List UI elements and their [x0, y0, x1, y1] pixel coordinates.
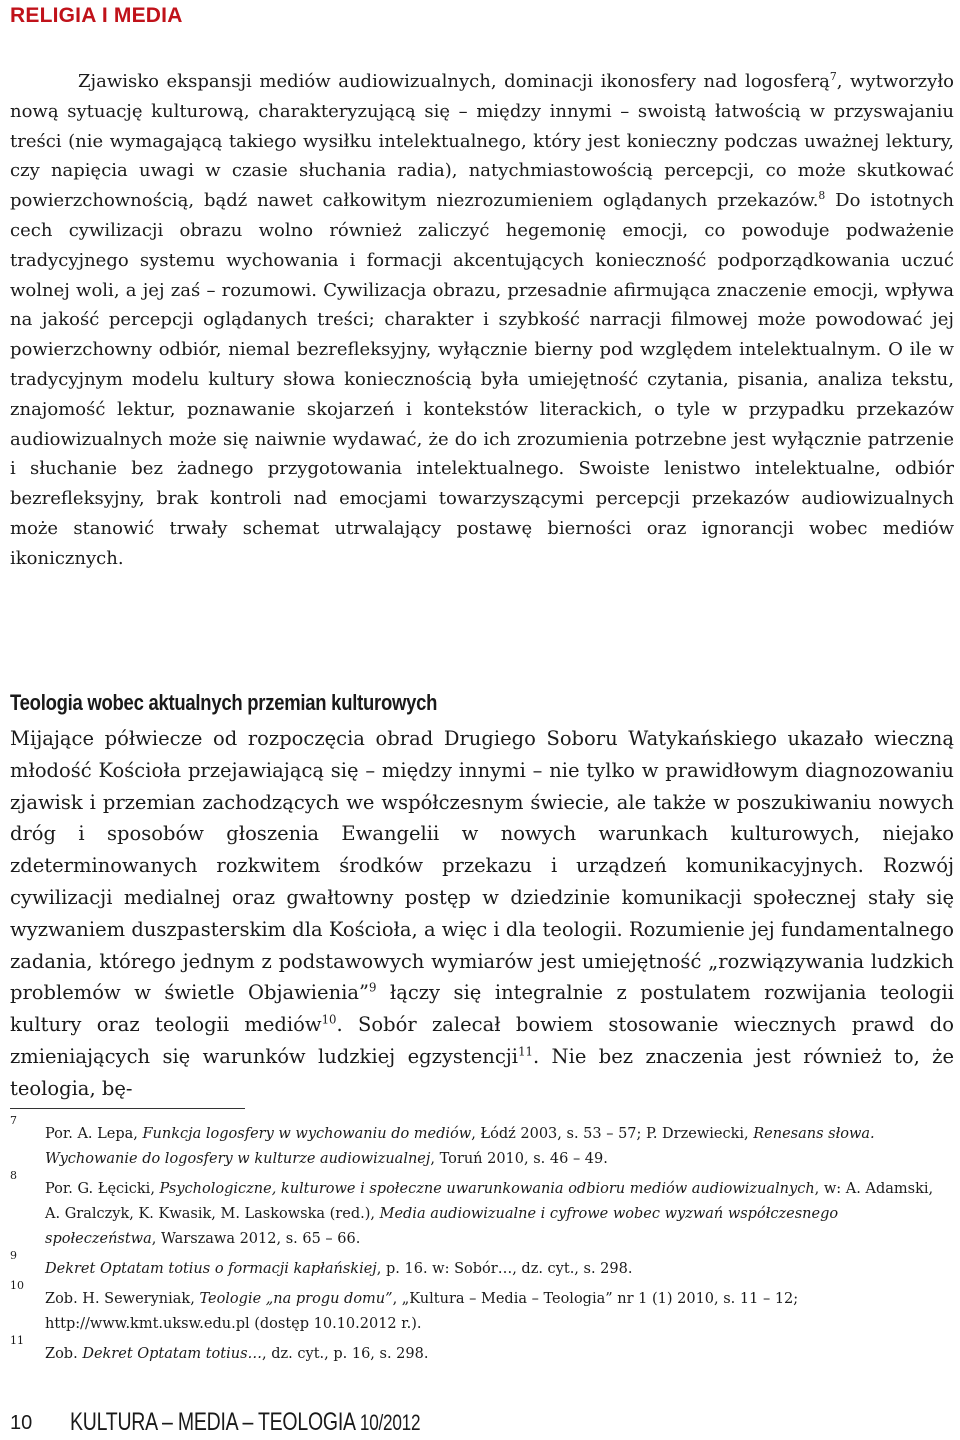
- footnote-11: [10, 1334, 940, 1367]
- footnote-number: 11: [10, 1334, 24, 1347]
- footnote-text: , Toruń 2010, s. 46 – 49.: [430, 1151, 608, 1167]
- footnote-8: [10, 1169, 940, 1252]
- footnote-text: , dz. cyt., p. 16, s. 298.: [262, 1346, 429, 1362]
- footnote-number: 9: [10, 1249, 17, 1262]
- footnote-title: Media audiowizualne i cyfrowe wobec wyzwań współczesnego społeczeństwa: [45, 1206, 839, 1247]
- footnote-text: , w: A. Adamski, A. Gralczyk, K. Kwasik, M. Laskowska (red.),: [45, 1181, 934, 1222]
- footnote-title: Dekret Optatam totius…: [82, 1346, 263, 1362]
- footnote-ref-11[interactable]: 11: [518, 1044, 533, 1059]
- footnote-ref-9[interactable]: 9: [368, 980, 377, 995]
- page-footer: [10, 1408, 950, 1440]
- footnote-text: , Warszawa 2012, s. 65 – 66.: [151, 1231, 361, 1247]
- text-run: Mijające półwiecze od rozpoczęcia obrad Drugiego Soboru Watykańskiego ukazało wieczną młodość Kościoła przejawiającą się – między innymi – nie tylko w prawidłowym diagnozowaniu zjawisk i przemian zachodzących we współczesnym świecie, ale także w poszukiwaniu nowych dróg i sposobów głoszenia Ewangelii w nowych warunkach kulturowych, niejako zdeterminowanych rozkwitem środków przekazu i urządzeń komunikacyjnych. Rozwój cywilizacji medialnej oraz gwałtowny postęp w dziedzinie komunikacji społecznej stały się wyzwaniem duszpasterskim dla Kościoła, a więc i dla teologii. Rozumienie jej fundamentalnego zadania, którego jednym z podstawowych wymiarów jest umiejętność „rozwiązywania ludzkich problemów w świetle Objawienia”: [10, 727, 954, 1005]
- footnote-divider: [10, 1108, 245, 1109]
- footnote-ref-8[interactable]: 8: [818, 189, 826, 203]
- body-paragraph-1: [10, 67, 954, 574]
- footnote-title: Dekret Optatam totius o formacji kapłańskiej: [45, 1261, 377, 1277]
- footnote-title: Renesans słowa. Wychowanie do logosfery w kulturze audiowizualnej: [45, 1126, 875, 1167]
- footnote-7: [10, 1114, 940, 1172]
- text-run: Zjawisko ekspansji mediów audiowizualnych, dominacji ikonosfery nad logosferą: [78, 71, 830, 92]
- footnote-9: [10, 1249, 940, 1282]
- footnote-number: 7: [10, 1114, 17, 1127]
- text-run: . Sobór zalecał bowiem stosowanie wiecznych prawd do zmieniających się warunków ludzkiej egzystencji: [10, 1013, 955, 1068]
- text-run: , wytworzyło nową sytuację kulturową, charakteryzującą się – między innymi – swoistą łatwością w przyswajaniu treści (nie wymagającą takiego wysiłku intelektualnego, który jest konieczny podczas uważnej lektury, czy napięcia uwagi w czasie słuchania radia), natychmiastowością percepcji, co może skutkować powierzchownością, bądź nawet całkowitym niezrozumieniem oglądanych przekazów.: [10, 71, 954, 212]
- journal-issue: 10/2012: [359, 1410, 421, 1435]
- journal-title: [70, 1408, 420, 1437]
- footnote-title: Teologie „na progu domu”: [199, 1291, 393, 1307]
- footnote-text: , p. 16. w: Sobór…, dz. cyt., s. 298.: [376, 1261, 633, 1277]
- footnote-ref-7[interactable]: 7: [829, 70, 837, 83]
- journal-name: KULTURA – MEDIA – TEOLOGIA: [70, 1408, 355, 1436]
- footnote-number: 8: [10, 1169, 17, 1182]
- footnotes-list: [10, 1114, 940, 1372]
- section-subheading: Teologia wobec aktualnych przemian kulturowych: [10, 690, 438, 715]
- footnote-text: , „Kultura – Media – Teologia” nr 1 (1) 2010, s. 11 – 12; http://www.kmt.uksw.edu.pl (dostęp 10.10.2012 r.).: [45, 1291, 799, 1332]
- footnote-text: Por. A. Lepa,: [45, 1126, 143, 1142]
- footnote-text: , Łódź 2003, s. 53 – 57; P. Drzewiecki,: [471, 1126, 754, 1142]
- text-run: . Nie bez znaczenia jest również to, że teologia, bę-: [10, 1044, 954, 1100]
- footnote-title: Psychologiczne, kulturowe i społeczne uwarunkowania odbioru mediów audiowizualnych: [159, 1181, 815, 1197]
- footnote-10: [10, 1279, 940, 1337]
- footnote-text: Zob. H. Seweryniak,: [45, 1291, 200, 1307]
- footnote-text: Por. G. Łęcicki,: [45, 1181, 160, 1197]
- text-run: Do istotnych cech cywilizacji obrazu wolno również zaliczyć hegemonię emocji, co powoduje podważenie tradycyjnego systemu wychowania i formacji akcentujących konieczność podporządkowania uczuć wolnej woli, a jej zaś – rozumowi. Cywilizacja obrazu, przesadnie afirmująca znaczenie emocji, wpływa na jakość percepcji oglądanych treści; charakter i szybkość narracji filmowej może powodować jej powierzchowny odbiór, niemal bezrefleksyjny, wyłącznie bierny pod względem intelektualnym. O ile w tradycyjnym modelu kultury słowa koniecznością była umiejętność czytania, pisania, analiza tekstu, znajomość lektur, poznawanie skojarzeń i kontekstów literackich, o tyle w przypadku przekazów audiowizualnych może się naiwnie wydawać, że do ich zrozumienia potrzebne jest wyłącznie patrzenie i słuchanie bez żadnego przygotowania intelektualnego. Swoiste lenistwo intelektualne, odbiór bezrefleksyjny, brak kontroli nad emocjami towarzyszącymi percepcji przekazów audiowizualnych może stanowić trwały schemat utrwalający postawę bierności oraz ignorancji wobec mediów ikonicznych.: [10, 190, 954, 569]
- page-number: 10: [10, 1412, 33, 1434]
- footnote-ref-10[interactable]: 10: [321, 1012, 337, 1027]
- text-run: łączy się integralnie z postulatem rozwijania teologii kultury oraz teologii mediów: [10, 981, 954, 1037]
- body-paragraph-2: [10, 723, 954, 1105]
- section-header: RELIGIA I MEDIA: [10, 4, 183, 27]
- footnote-number: 10: [10, 1279, 24, 1292]
- footnote-text: Zob.: [45, 1346, 83, 1362]
- footnote-title: Funkcja logosfery w wychowaniu do mediów: [142, 1126, 472, 1142]
